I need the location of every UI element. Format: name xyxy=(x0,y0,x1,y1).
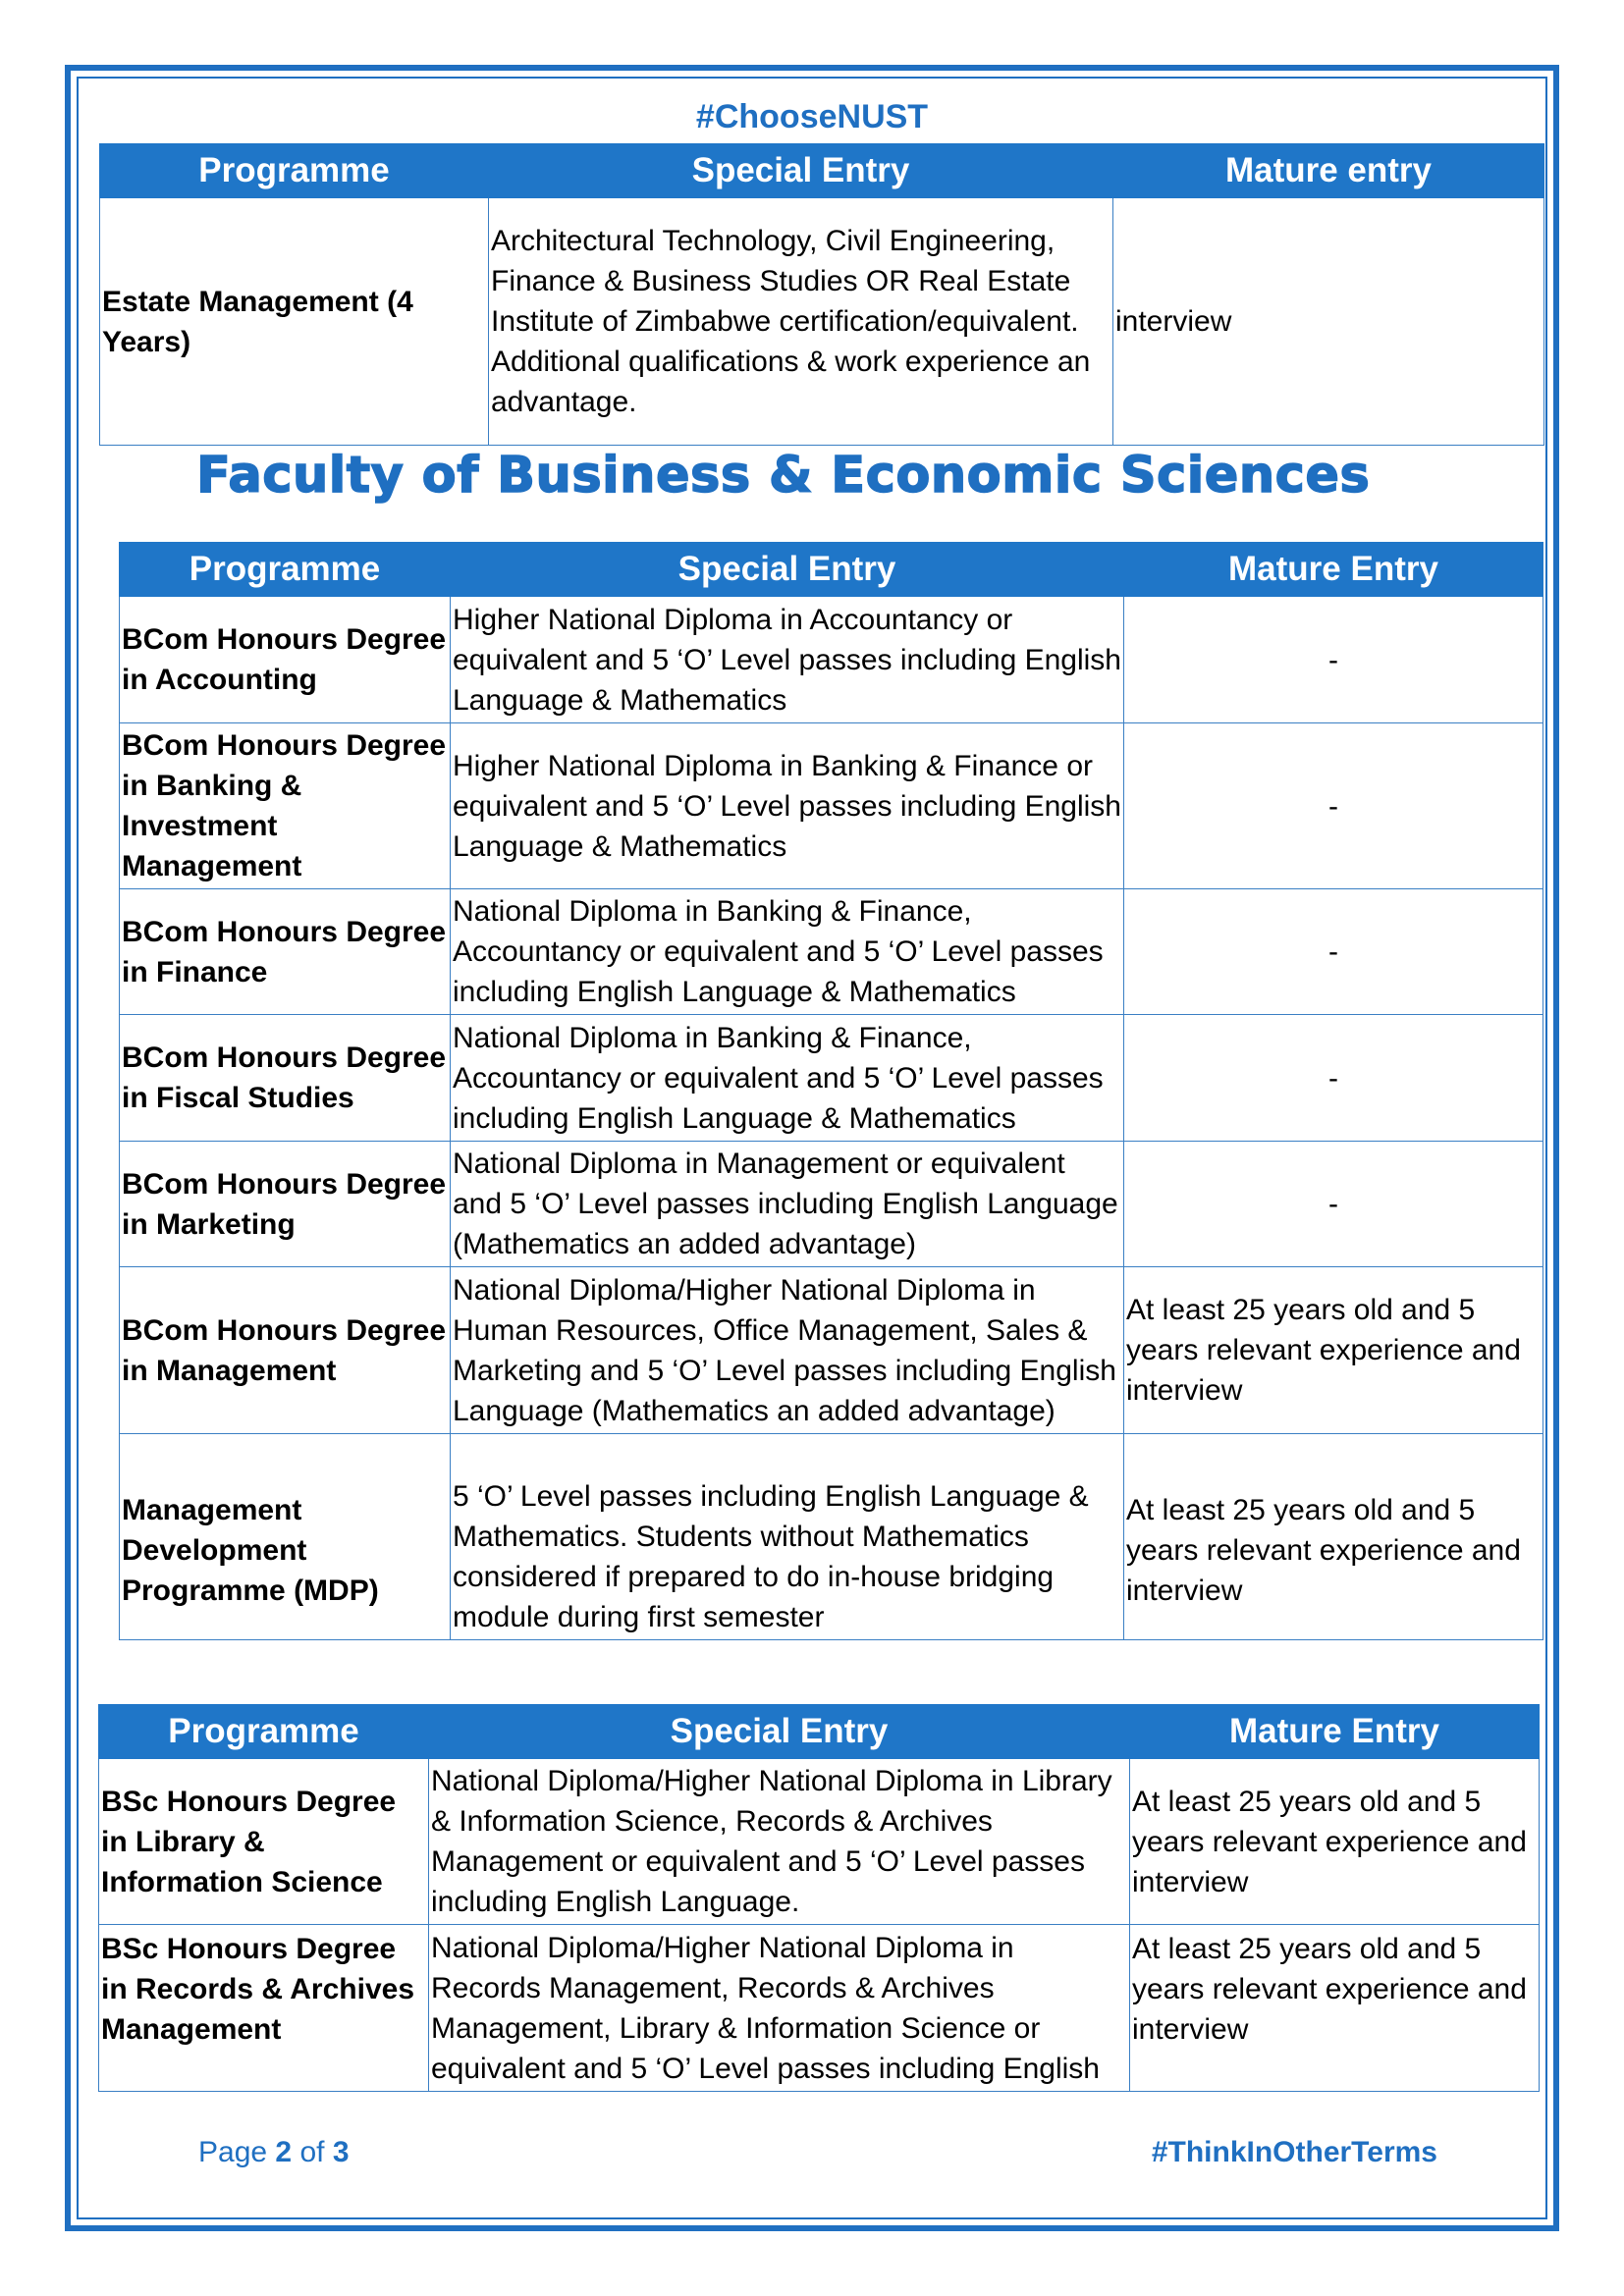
information-science-table xyxy=(98,1704,1540,2092)
table-row xyxy=(99,1925,1540,2092)
programme-cell: BCom Honours Degree in Accounting xyxy=(120,597,451,723)
mature-entry-cell: - xyxy=(1124,723,1543,889)
table-row xyxy=(120,597,1543,723)
programme-cell: BSc Honours Degree in Records & Archives Management xyxy=(99,1925,429,2092)
programme-cell: BCom Honours Degree in Marketing xyxy=(120,1142,451,1267)
page-number xyxy=(198,2136,350,2169)
column-header-special-entry: Special Entry xyxy=(451,543,1124,597)
footer-hashtag: #ThinkInOtherTerms xyxy=(1151,2136,1437,2168)
special-entry-cell: 5 ‘O’ Level passes including English Language & Mathematics. Students without Mathematics considered if prepared to do in-house bridging module during first semester xyxy=(451,1434,1124,1640)
page-total: 3 xyxy=(332,2136,350,2168)
page-of: of xyxy=(299,2136,325,2168)
page-current: 2 xyxy=(275,2136,293,2168)
business-programmes-table xyxy=(119,542,1543,1640)
programme-cell: BCom Honours Degree in Banking & Investment Management xyxy=(120,723,451,889)
mature-entry-cell: At least 25 years old and 5 years relevant experience and interview xyxy=(1124,1434,1543,1640)
table-row xyxy=(120,1434,1543,1640)
column-header-mature-entry: Mature Entry xyxy=(1124,543,1543,597)
mature-entry-cell: At least 25 years old and 5 years relevant experience and interview xyxy=(1130,1759,1540,1925)
special-entry-cell: National Diploma in Banking & Finance, Accountancy or equivalent and 5 ‘O’ Level passes including English Language & Mathematics xyxy=(451,1015,1124,1142)
special-entry-cell: Higher National Diploma in Accountancy or equivalent and 5 ‘O’ Level passes including English Language & Mathematics xyxy=(451,597,1124,723)
column-header-programme: Programme xyxy=(99,1705,429,1759)
column-header-special-entry: Special Entry xyxy=(429,1705,1130,1759)
table-row xyxy=(120,1142,1543,1267)
special-entry-cell: National Diploma/Higher National Diploma in Records Management, Records & Archives Management, Library & Information Science or equivalent and 5 ‘O’ Level passes including English xyxy=(429,1925,1130,2092)
mature-entry-cell: - xyxy=(1124,597,1543,723)
header-hashtag: #ChooseNUST xyxy=(695,98,929,135)
programme-cell: BCom Honours Degree in Fiscal Studies xyxy=(120,1015,451,1142)
programme-cell: BSc Honours Degree in Library & Information Science xyxy=(99,1759,429,1925)
special-entry-cell: National Diploma/Higher National Diploma in Human Resources, Office Management, Sales & Marketing and 5 ‘O’ Level passes including English Language (Mathematics an added advantage) xyxy=(451,1267,1124,1434)
special-entry-cell: National Diploma/Higher National Diploma in Library & Information Science, Records & Archives Management or equivalent and 5 ‘O’ Level passes including English Language. xyxy=(429,1759,1130,1925)
programme-cell: BCom Honours Degree in Finance xyxy=(120,889,451,1015)
mature-entry-cell: - xyxy=(1124,1142,1543,1267)
special-entry-cell: National Diploma in Banking & Finance, Accountancy or equivalent and 5 ‘O’ Level passes including English Language & Mathematics xyxy=(451,889,1124,1015)
table-row xyxy=(120,723,1543,889)
mature-entry-cell: At least 25 years old and 5 years relevant experience and interview xyxy=(1130,1925,1540,2092)
programme-cell: Estate Management (4 Years) xyxy=(100,198,489,446)
table-row xyxy=(100,198,1544,446)
programme-cell: BCom Honours Degree in Management xyxy=(120,1267,451,1434)
mature-entry-cell: interview xyxy=(1113,198,1544,446)
mature-entry-cell: - xyxy=(1124,889,1543,1015)
special-entry-cell: Higher National Diploma in Banking & Finance or equivalent and 5 ‘O’ Level passes including English Language & Mathematics xyxy=(451,723,1124,889)
table-row xyxy=(120,1015,1543,1142)
special-entry-cell: National Diploma in Management or equivalent and 5 ‘O’ Level passes including English Language (Mathematics an added advantage) xyxy=(451,1142,1124,1267)
mature-entry-cell: - xyxy=(1124,1015,1543,1142)
page-prefix: Page xyxy=(198,2136,268,2168)
table-row xyxy=(120,889,1543,1015)
column-header-programme: Programme xyxy=(120,543,451,597)
column-header-special-entry: Special Entry xyxy=(489,144,1113,198)
column-header-mature-entry: Mature Entry xyxy=(1130,1705,1540,1759)
table-row xyxy=(99,1759,1540,1925)
column-header-mature-entry: Mature entry xyxy=(1113,144,1544,198)
mature-entry-cell: At least 25 years old and 5 years relevant experience and interview xyxy=(1124,1267,1543,1434)
table-row xyxy=(120,1267,1543,1434)
column-header-programme: Programme xyxy=(100,144,489,198)
programme-cell: Management Development Programme (MDP) xyxy=(120,1434,451,1640)
estate-management-table xyxy=(99,143,1544,446)
faculty-title: Faculty of Business & Economic Sciences xyxy=(196,447,1371,505)
special-entry-cell: Architectural Technology, Civil Engineering, Finance & Business Studies OR Real Estate Institute of Zimbabwe certification/equivalent. Additional qualifications & work experience an advantage. xyxy=(489,198,1113,446)
